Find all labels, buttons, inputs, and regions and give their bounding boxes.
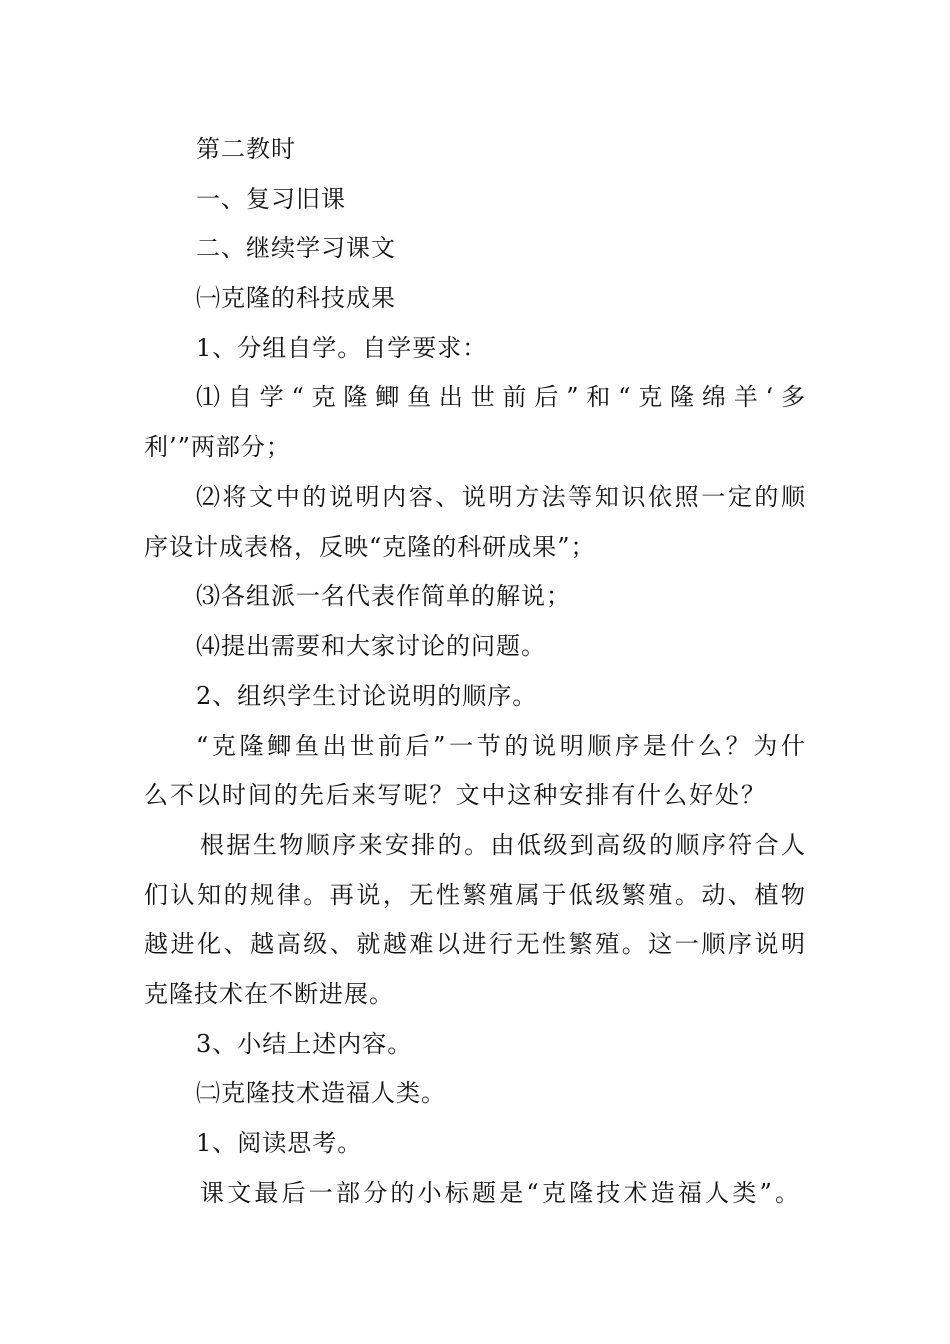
- answer-line-3: 越进化、越高级、就越难以进行无性繁殖。这一顺序说明: [144, 930, 806, 958]
- item-group-self-study: 1、分组自学。自学要求：: [196, 334, 488, 362]
- item-read-think: 1、阅读思考。: [196, 1129, 363, 1157]
- requirement-1-line-2: 利’”两部分；: [144, 433, 291, 461]
- section-continue-study: 二、继续学习课文: [196, 234, 396, 262]
- lesson-heading: 第二教时: [196, 135, 296, 163]
- answer-line-1: 根据生物顺序来安排的。由低级到高级的顺序符合人: [200, 831, 806, 859]
- requirement-2-line-1: ⑵将文中的说明内容、说明方法等知识依照一定的顺: [196, 483, 806, 511]
- question-line-2: 么不以时间的先后来写呢？文中这种安排有什么好处？: [144, 781, 766, 809]
- subsection-cloning-achievements: ㈠克隆的科技成果: [196, 284, 396, 312]
- requirement-4: ⑷提出需要和大家讨论的问题。: [196, 632, 546, 660]
- subsection-cloning-benefits: ㈡克隆技术造福人类。: [196, 1079, 446, 1107]
- answer-line-4: 克隆技术在不断进展。: [144, 980, 394, 1008]
- final-line: 课文最后一部分的小标题是“克隆技术造福人类”。: [200, 1179, 800, 1207]
- requirement-3: ⑶各组派一名代表作简单的解说；: [196, 582, 571, 610]
- item-summary: 3、小结上述内容。: [196, 1030, 413, 1058]
- requirement-2-line-2: 序设计成表格，反映“克隆的科研成果”；: [144, 533, 596, 561]
- question-line-1: “克隆鲫鱼出世前后”一节的说明顺序是什么？为什: [196, 732, 806, 760]
- answer-line-2: 们认知的规律。再说，无性繁殖属于低级繁殖。动、植物: [144, 881, 806, 909]
- section-review: 一、复习旧课: [196, 185, 346, 213]
- requirement-1-line-1: ⑴自学“克隆鲫鱼出世前后”和“克隆绵羊‘多: [196, 383, 806, 411]
- item-discuss-order: 2、组织学生讨论说明的顺序。: [196, 682, 538, 710]
